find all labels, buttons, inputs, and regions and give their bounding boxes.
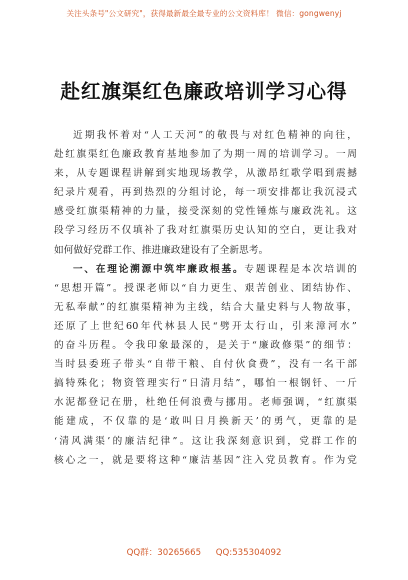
section-heading-line bbox=[54, 260, 357, 279]
paragraph-line: ‘清风满渠’的廉洁纪律”。这让我深刻意识到，党群工作的 bbox=[54, 435, 357, 447]
document-title: 赴红旗渠红色廉政培训学习心得 bbox=[60, 80, 348, 103]
paragraph-line: 纪录片观看，再到热烈的分组讨论，每一项安排都让我沉浸式 bbox=[54, 187, 357, 199]
paragraph-line: 水泥都登记在册，杜绝任何浪费与挪用。老师强调，“红旗渠 bbox=[54, 397, 357, 409]
document-body bbox=[54, 126, 357, 470]
paragraph-line: 能建成，不仅靠的是‘敢叫日月换新天’的勇气，更靠的是 bbox=[54, 416, 357, 428]
paragraph-line: 来，从专题课程讲解到实地现场教学，从激昂红歌学唱到震撼 bbox=[54, 168, 357, 180]
qq-group-number: QQ群：30265665 bbox=[126, 548, 202, 558]
paragraph-line: 的奋斗历程。令我印象最深的，是关于“廉政修渠”的细节： bbox=[54, 340, 357, 352]
paragraph-line: 当时县委班子带头“自带干粮、自付伙食费”，没有一名干部 bbox=[54, 359, 357, 371]
paragraph-line: 近期我怀着对“人工天河”的敬畏与对红色精神的向往， bbox=[73, 130, 357, 141]
paragraph-line: 感受红旗渠精神的力量，接受深刻的党性锤炼与廉政洗礼。这 bbox=[54, 206, 357, 218]
paragraph-line: 核心之一，就是要将这种“廉洁基因”注入党员教育。作为党 bbox=[54, 454, 357, 466]
paragraph-line: 无私奉献”的红旗渠精神为主线，结合大量史料与人物故事， bbox=[54, 301, 357, 313]
paragraph-line: 段学习经历不仅填补了我对红旗渠历史认知的空白，更让我对 bbox=[54, 225, 357, 237]
paragraph-line: 赴红旗渠红色廉政教育基地参加了为期一周的培训学习。一周 bbox=[54, 149, 357, 161]
contact-footer bbox=[0, 546, 408, 558]
promo-banner: 关注头条号"公文研究"，获得最新最全最专业的公文资料库！ 微信：gongwenyj bbox=[66, 9, 342, 18]
paragraph-line: “思想开篇”。授课老师以“自力更生、艰苦创业、团结协作、 bbox=[54, 282, 357, 294]
paragraph-line: 搞特殊化；物资管理实行“日清月结”，哪怕一根钢钎、一斤 bbox=[54, 378, 357, 390]
section-heading: 一、在理论溯源中筑牢廉政根基。 bbox=[73, 263, 245, 275]
paragraph-line: 还原了上世纪60年代林县人民“劈开太行山，引来漳河水” bbox=[54, 320, 357, 332]
qq-number: QQ:535304092 bbox=[215, 548, 282, 558]
paragraph-line: 如何做好党群工作、推进廉政建设有了全新思考。 bbox=[54, 244, 269, 256]
paragraph-text: 专题课程是本次培训的 bbox=[244, 263, 357, 275]
